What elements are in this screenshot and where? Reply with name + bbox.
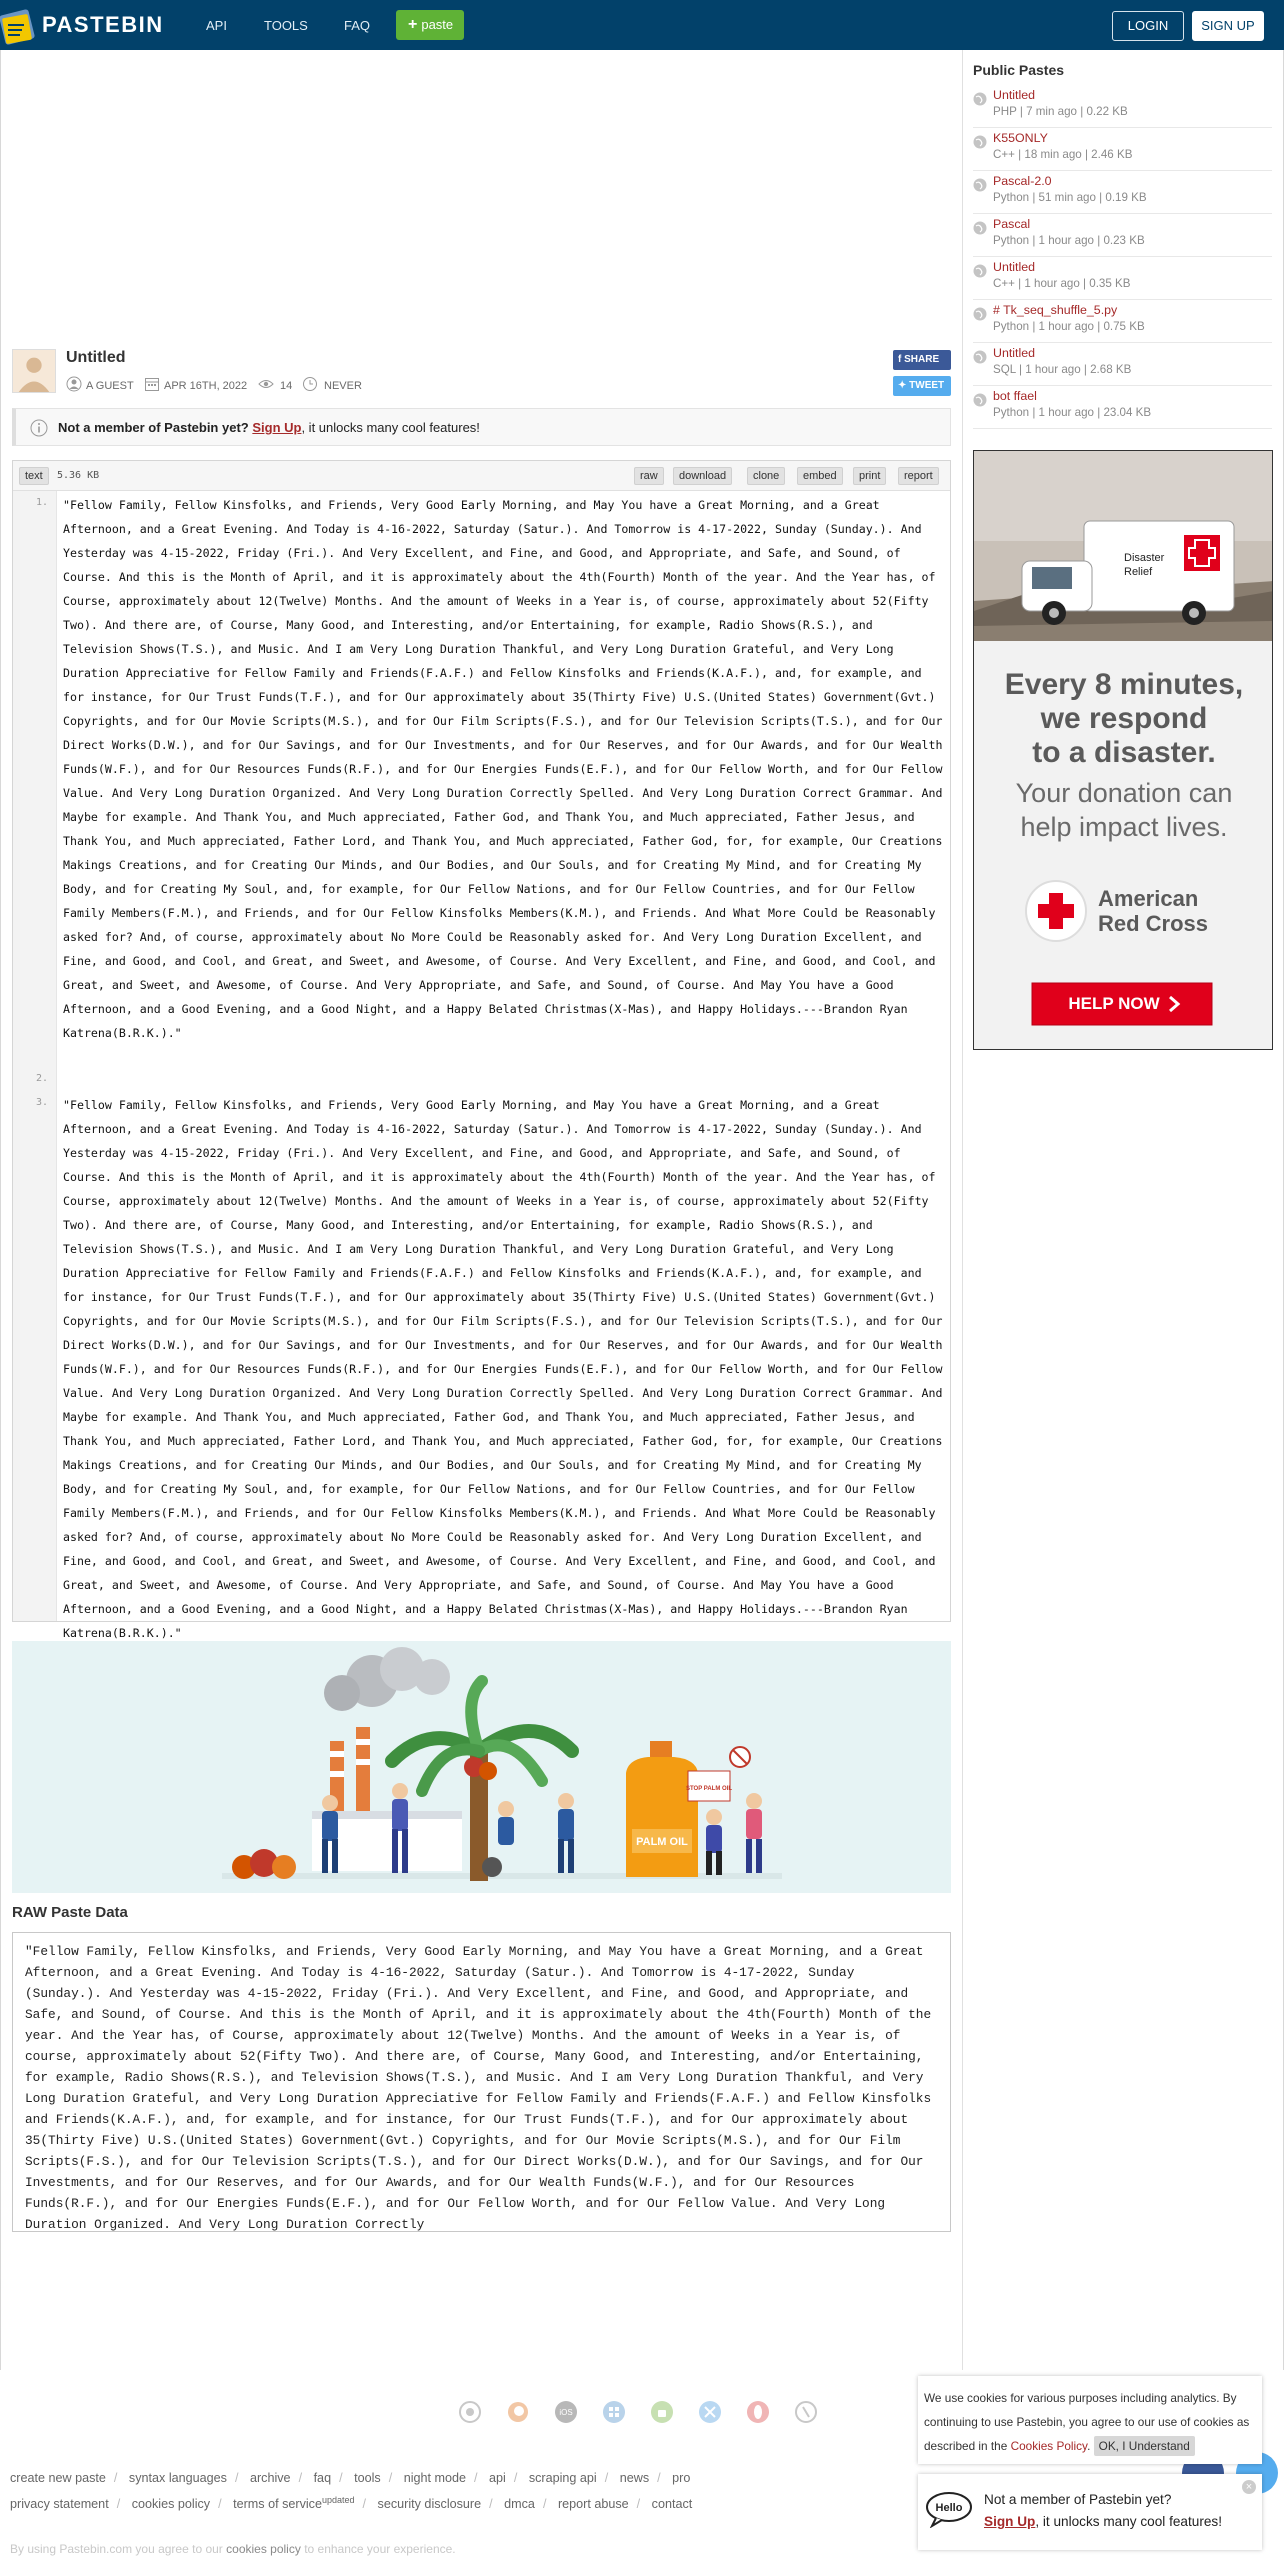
footer-cookies-policy[interactable]: cookies policy xyxy=(131,2497,211,2512)
footer-news[interactable]: news xyxy=(619,2471,650,2485)
code-line-3[interactable]: "Fellow Family, Fellow Kinsfolks, and Friends, Very Good Early Morning, and May You have a Great Morning, and a Great Afternoon, and a Great Evening. And Today is 4-16-2022, Saturday (Satur.). And Tomorrow is 4-17-2022, Sunday (Sunday.). And Yesterday was 4-15-2022, Friday (Fri.). And Very Excellent, and Fine, and Good, and Appropriate, and Safe, and Sound, of Course. And this is the Month of April, and it is approximately about the 4th(Fourth) Month of the year. And the Year has, of Course, approximately about 12(Twelve) Months. And the amount of Weeks in a Year is, of course, approximately about 52(Fifty Two). And there are, of Course, Many Good, and Interesting, and/or Entertaining, for example, Radio Shows(R.S.), and Television Shows(T.S.), and Music. And I am Very Long Duration Thankful, and Very Long Duration Grateful, and Very Long Duration Appreciative for Fellow Family and Friends(F.A.F.) and Fellow Kinsfolks and Friends(K.A.F.), and, for example, and for instance, for Our Trust Funds(T.F.), and for Our approximately about 35(Thirty Five) U.S.(United States) Government(Gvt.) Copyrights, and for Our Movie Scripts(M.S.), and for Our Film Scripts(F.S.), and for Our Television Scripts(T.S.), and for Our Direct Works(D.W.), and for Our Savings, and for Our Investments, and for Our Reserves, and for Our Awards, and for Our Wealth Funds(W.F.), and for Our Resources Funds(R.F.), and for Our Energies Funds(E.F.), and for Our Fellow Worth, and for Our Fellow Value. And Very Long Duration Organized. And Very Long Duration Correctly Spelled. And Very Long Duration Correct Grammar. And Maybe for example. And Thank You, and Much appreciated, Father God, and Thank You, and Much appreciated, Father Jesus, and Thank You, and Much appreciated, Father Lord, and Thank You, and Much appreciated, Father God, for, for example, Our Creations Makings Creations, and for Creating Our Minds, and Our Bodies, and Our Souls, and for Creating My Mind, and for Creating My Body, and for Creating My Soul, and, for example, for Our Fellow Nations, and for Our Fellow Countries, and for Our Fellow Family Members(F.M.), and Friends, and for Our Fellow Kinsfolks Members(K.M.), and Friends. And What More Could be Reasonably asked for? And, of course, approximately about No More Could be Reasonably asked for. And Very Long Duration Excellent, and Fine, and Good, and Cool, and Great, and Sweet, and Awesome, of Course. And Very Excellent, and Fine, and Good, and Cool, and Great, and Sweet, and Awesome, of Course. And Very Appropriate, and Safe, and Sound, of Course. And May You have a Good Afternoon, and a Good Evening, and a Good Night, and a Happy Belated Christmas(X-Mas), and Happy Holidays.---Brandon Ryan Katrena(B.R.K.)." xyxy=(63,1098,950,1640)
twitter-tweet-button[interactable] xyxy=(893,376,951,396)
line-number: 1. xyxy=(35,497,48,508)
footer-report-abuse[interactable]: report abuse xyxy=(557,2497,629,2512)
public-paste-name[interactable]: Untitled xyxy=(993,88,1036,102)
public-paste-name[interactable]: Untitled xyxy=(993,260,1036,274)
red-cross-ad[interactable] xyxy=(973,450,1273,1050)
footer-security-disclosure[interactable]: security disclosure xyxy=(377,2497,482,2512)
globe-icon xyxy=(973,178,987,192)
globe-icon xyxy=(973,135,987,149)
syntax-tag[interactable]: text xyxy=(19,467,49,485)
bottle-label: PALM OIL xyxy=(636,1836,688,1848)
cookie-ok-button[interactable]: OK, I Understand xyxy=(1094,2436,1195,2456)
paste-size: 5.36 KB xyxy=(57,470,100,481)
footer-syntax-languages[interactable]: syntax languages xyxy=(128,2471,227,2485)
footer-note-link[interactable]: cookies policy xyxy=(226,2542,301,2556)
notice-text xyxy=(58,420,480,435)
ad-org-2: Red Cross xyxy=(1098,911,1209,936)
ad-sub-1: Your donation can xyxy=(1015,778,1233,808)
code-viewer xyxy=(12,460,951,1640)
expiry-clock-icon xyxy=(302,376,318,392)
firefox-icon[interactable] xyxy=(506,2400,530,2424)
public-paste-meta: Python | 1 hour ago | 0.23 KB xyxy=(993,234,1145,247)
not-member-line-1: Not a member of Pastebin yet? xyxy=(984,2492,1172,2507)
footer-scraping-api[interactable]: scraping api xyxy=(528,2471,597,2485)
ad-headline-3: to a disaster. xyxy=(1032,736,1216,769)
raw-button[interactable]: raw xyxy=(634,467,664,485)
updated-superscript: updated xyxy=(322,2495,355,2505)
eye-icon xyxy=(258,376,274,392)
ad-cta-label: HELP NOW xyxy=(1068,994,1160,1013)
code-line-1[interactable]: "Fellow Family, Fellow Kinsfolks, and Friends, Very Good Early Morning, and May You have a Great Morning, and a Great Afternoon, and a Great Evening. And Today is 4-16-2022, Saturday (Satur.). And Tomorrow is 4-17-2022, Sunday (Sunday.). And Yesterday was 4-15-2022, Friday (Fri.). And Very Excellent, and Fine, and Good, and Appropriate, and Safe, and Sound, of Course. And this is the Month of April, and it is approximately about the 4th(Fourth) Month of the year. And the Year has, of Course, approximately about 12(Twelve) Months. And the amount of Weeks in a Year is, of course, approximately about 52(Fifty Two). And there are, of Course, Many Good, and Interesting, and/or Entertaining, for example, Radio Shows(R.S.), and Television Shows(T.S.), and Music. And I am Very Long Duration Thankful, and Very Long Duration Grateful, and Very Long Duration Appreciative for Fellow Family and Friends(F.A.F.) and Fellow Kinsfolks and Friends(K.A.F.), and, for example, and for instance, for Our Trust Funds(T.F.), and for Our approximately about 35(Thirty Five) U.S.(United States) Government(Gvt.) Copyrights, and for Our Movie Scripts(M.S.), and for Our Film Scripts(F.S.), and for Our Television Scripts(T.S.), and for Our Direct Works(D.W.), and for Our Savings, and for Our Investments, and for Our Reserves, and for Our Awards, and for Our Wealth Funds(W.F.), and for Our Resources Funds(R.F.), and for Our Energies Funds(E.F.), and for Our Fellow Worth, and for Our Fellow Value. And Very Long Duration Organized. And Very Long Duration Correctly Spelled. And Very Long Duration Correct Grammar. And Maybe for example. And Thank You, and Much appreciated, Father God, and Thank You, and Much appreciated, Father Jesus, and Thank You, and Much appreciated, Father Lord, and Thank You, and Much appreciated, Father God, for, for example, Our Creations Makings Creations, and for Creating Our Minds, and Our Bodies, and Our Souls, and for Creating My Mind, and for Creating My Body, and for Creating My Soul, and, for example, for Our Fellow Nations, and for Our Fellow Countries, and for Our Fellow Family Members(F.M.), and Friends, and for Our Fellow Kinsfolks Members(K.M.), and Friends. And What More Could be Reasonably asked for? And, of course, approximately about No More Could be Reasonably asked for. And Very Long Duration Excellent, and Fine, and Good, and Cool, and Great, and Sweet, and Awesome, of Course. And Very Excellent, and Fine, and Good, and Cool, and Great, and Sweet, and Awesome, of Course. And Very Appropriate, and Safe, and Sound, of Course. And May You have a Good Afternoon, and a Good Evening, and a Good Night, and a Happy Belated Christmas(X-Mas), and Happy Holidays.---Brandon Ryan Katrena(B.R.K.)." xyxy=(63,498,950,1040)
raw-paste-text: "Fellow Family, Fellow Kinsfolks, and Friends, Very Good Early Morning, and May You have a Great Morning, and a Great Afternoon, and a Great Evening. And Today is 4-16-2022, Saturday (Satur.). And Tomorrow is 4-17-2022, Sunday (Sunday.). And Yesterday was 4-15-2022, Friday (Fri.). And Very Excellent, and Fine, and Good, and Appropriate, and Safe, and Sound, of Course. And this is the Month of April, and it is approximately about the 4th(Fourth) Month of the year. And the Year has, of Course, approximately about 12(Twelve) Months. And the amount of Weeks in a Year is, of course, approximately about 52(Fifty Two). And there are, of Course, Many Good, and Interesting, and/or Entertaining, for example, Radio Shows(R.S.), and Television Shows(T.S.), and Music. And I am Very Long Duration Thankful, and Very Long Duration Grateful, and Very Long Duration Appreciative for Fellow Family and Friends(F.A.F.) and Fellow Kinsfolks and Friends(K.A.F.), and, for example, and for instance, for Our Trust Funds(T.F.), and for Our approximately about 35(Thirty Five) U.S.(United States) Government(Gvt.) Copyrights, and for Our Movie Scripts(M.S.), and for Our Film Scripts(F.S.), and for Our Television Scripts(T.S.), and for Our Direct Works(D.W.), and for Our Savings, and for Our Investments, and for Our Reserves, and for Our Awards, and for Our Wealth Funds(W.F.), and for Our Resources Funds(R.F.), and for Our Energies Funds(E.F.), and for Our Fellow Worth, and for Our Fellow Value. And Very Long Duration Organized. And Very Long Duration Correctly xyxy=(25,1944,939,2232)
paste-author[interactable]: A GUEST xyxy=(86,380,134,392)
public-paste-item[interactable] xyxy=(973,303,1272,343)
cookie-consent-popup xyxy=(918,2376,1262,2464)
red-cross-ad-graphic xyxy=(974,451,1273,1050)
cookie-text: We use cookies for various purposes including analytics. By continuing to use Pastebin, you agree to our use of cookies as described in the xyxy=(924,2391,1250,2453)
not-member-signup-link[interactable]: Sign Up xyxy=(984,2514,1036,2529)
public-paste-item[interactable] xyxy=(973,131,1272,171)
raw-paste-textarea[interactable] xyxy=(12,1932,951,2232)
line-number: 2. xyxy=(35,1073,48,1084)
public-paste-meta: C++ | 1 hour ago | 0.35 KB xyxy=(993,277,1131,290)
paste-button-label: paste xyxy=(421,17,454,32)
footer-terms-of-service[interactable]: terms of service xyxy=(233,2497,322,2512)
signup-button[interactable]: SIGN UP xyxy=(1192,11,1264,41)
public-paste-name[interactable]: Untitled xyxy=(993,346,1036,360)
nav-tools[interactable]: TOOLS xyxy=(264,18,308,33)
svg-text:iOS: iOS xyxy=(559,2408,573,2417)
top-header xyxy=(0,0,1284,50)
footer-note-post: to enhance your experience. xyxy=(304,2542,456,2556)
footer-dmca[interactable]: dmca xyxy=(504,2497,535,2512)
public-paste-item[interactable] xyxy=(973,346,1272,386)
line-number-gutter xyxy=(13,491,57,1621)
plus-icon: + xyxy=(408,16,418,33)
calendar-icon xyxy=(144,376,160,392)
footer-note-pre: By using Pastebin.com you agree to our xyxy=(10,2542,223,2556)
ad-org-1: American xyxy=(1098,886,1199,911)
globe-icon xyxy=(973,264,987,278)
paste-views: 14 xyxy=(280,380,293,392)
chrome-icon[interactable] xyxy=(458,2400,482,2424)
report-button[interactable]: report xyxy=(898,467,939,485)
not-member-popup xyxy=(918,2474,1262,2550)
public-paste-meta: Python | 1 hour ago | 23.04 KB xyxy=(993,406,1152,419)
code-toolbar xyxy=(13,461,950,491)
stop-sign-text: STOP PALM OIL xyxy=(685,1786,733,1792)
column-divider xyxy=(962,50,963,2370)
ambulance-text-1: Disaster xyxy=(1124,552,1165,564)
public-paste-item[interactable] xyxy=(973,217,1272,257)
footer-faq[interactable]: faq xyxy=(313,2471,332,2485)
public-paste-item[interactable] xyxy=(973,389,1272,429)
info-icon xyxy=(30,419,48,437)
opera-icon[interactable] xyxy=(746,2400,770,2424)
ad-headline-1: Every 8 minutes, xyxy=(1004,668,1244,701)
footer-night-mode[interactable]: night mode xyxy=(403,2471,466,2485)
hello-speech-bubble-icon xyxy=(924,2490,974,2528)
public-paste-item[interactable] xyxy=(973,174,1272,214)
facebook-share-button[interactable] xyxy=(893,350,951,370)
public-paste-item[interactable] xyxy=(973,88,1272,128)
footer-links-row-1: create new paste / syntax languages / archive / faq / tools / night mode / api / scraping api / news / pro xyxy=(10,2471,691,2485)
notice-signup-link[interactable]: Sign Up xyxy=(252,420,302,435)
footer-archive[interactable]: archive xyxy=(249,2471,291,2485)
mac-icon[interactable] xyxy=(698,2400,722,2424)
guest-avatar xyxy=(12,349,56,393)
not-member-line-2 xyxy=(984,2514,1222,2529)
palm-oil-illustration xyxy=(12,1641,951,1893)
public-paste-meta: Python | 1 hour ago | 0.75 KB xyxy=(993,320,1145,333)
android-icon[interactable] xyxy=(650,2400,674,2424)
footer-cookie-note xyxy=(10,2542,456,2556)
footer-contact[interactable]: contact xyxy=(651,2497,693,2512)
notice-rest: , it unlocks many cool features! xyxy=(301,420,480,435)
ad-headline-2: we respond xyxy=(1040,702,1208,735)
share-label: SHARE xyxy=(904,354,940,365)
public-paste-item[interactable] xyxy=(973,260,1272,300)
close-icon[interactable]: × xyxy=(1242,2480,1256,2494)
globe-icon xyxy=(973,350,987,364)
notice-bold: Not a member of Pastebin yet? xyxy=(58,420,249,435)
cookie-policy-link[interactable]: Cookies Policy xyxy=(1010,2439,1088,2453)
footer-api[interactable]: api xyxy=(489,2471,506,2485)
public-paste-name[interactable]: K55ONLY xyxy=(993,131,1048,145)
cookie-text-wrap: We use cookies for various purposes including analytics. By continuing to use Pastebin, you agree to our use of cookies as described in the Cookies Policy. OK, I Understand xyxy=(924,2386,1254,2458)
public-paste-name[interactable]: Pascal xyxy=(993,217,1031,231)
paste-expiry: NEVER xyxy=(324,380,362,392)
public-paste-name[interactable]: # Tk_seq_shuffle_5.py xyxy=(993,303,1118,317)
globe-icon xyxy=(973,307,987,321)
globe-icon xyxy=(973,92,987,106)
brand-name[interactable]: PASTEBIN xyxy=(42,12,164,37)
clone-button[interactable]: clone xyxy=(747,467,785,485)
footer-create-new-paste[interactable]: create new paste xyxy=(10,2471,106,2485)
public-pastes-title: Public Pastes xyxy=(973,62,1065,78)
print-button[interactable]: print xyxy=(853,467,886,485)
embed-button[interactable]: embed xyxy=(797,467,843,485)
public-paste-meta: Python | 51 min ago | 0.19 KB xyxy=(993,191,1147,204)
new-paste-button[interactable] xyxy=(396,10,464,40)
palm-oil-banner[interactable] xyxy=(12,1641,951,1893)
footer-privacy-statement[interactable]: privacy statement xyxy=(10,2497,109,2512)
download-button[interactable]: download xyxy=(673,467,732,485)
globe-icon xyxy=(973,393,987,407)
paste-date: APR 16TH, 2022 xyxy=(164,380,248,392)
nav-faq[interactable]: FAQ xyxy=(344,18,371,33)
line-number: 3. xyxy=(35,1097,48,1108)
raw-paste-title: RAW Paste Data xyxy=(12,1904,128,1921)
footer-tools[interactable]: tools xyxy=(354,2471,381,2485)
sublime-icon[interactable] xyxy=(794,2400,818,2424)
globe-icon xyxy=(973,221,987,235)
login-button[interactable]: LOGIN xyxy=(1112,11,1184,41)
public-paste-name[interactable]: bot ffael xyxy=(993,389,1037,403)
pastebin-logo-icon[interactable] xyxy=(0,4,36,46)
public-paste-name[interactable]: Pascal-2.0 xyxy=(993,174,1052,188)
ios-icon[interactable] xyxy=(554,2400,578,2424)
public-paste-meta: SQL | 1 hour ago | 2.68 KB xyxy=(993,363,1132,376)
ambulance-text-2: Relief xyxy=(1124,566,1153,578)
not-member-rest: , it unlocks many cool features! xyxy=(1035,2514,1222,2529)
hello-text: Hello xyxy=(935,2502,963,2514)
nav-api[interactable]: API xyxy=(206,18,227,33)
public-paste-meta: C++ | 18 min ago | 2.46 KB xyxy=(993,148,1133,161)
tweet-label: TWEET xyxy=(909,380,945,391)
footer-links-row-2: privacy statement / cookies policy / terms of service$^{updated}$ / security disclosure / dmca / report abuse / contact xyxy=(10,2495,693,2512)
user-icon xyxy=(66,376,82,392)
windows-icon[interactable] xyxy=(602,2400,626,2424)
signup-notice xyxy=(12,408,951,446)
facebook-icon: f xyxy=(898,354,905,365)
public-paste-meta: PHP | 7 min ago | 0.22 KB xyxy=(993,105,1128,118)
ad-sub-2: help impact lives. xyxy=(1020,812,1228,842)
twitter-icon: ✦ xyxy=(898,380,910,391)
footer-pro[interactable]: pro xyxy=(672,2471,691,2485)
paste-title: Untitled xyxy=(66,349,126,366)
